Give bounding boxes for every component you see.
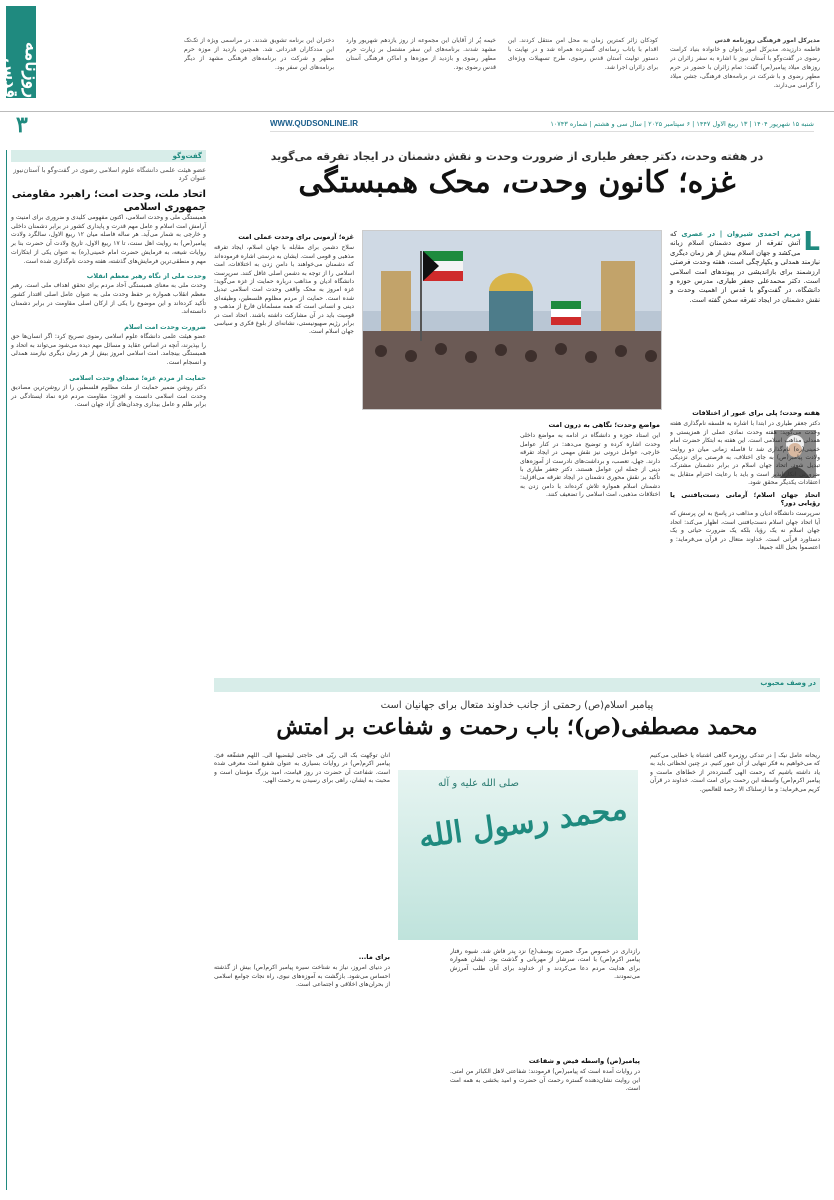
main-column-b bbox=[520, 418, 660, 678]
subhead-a: اتحاد جهان اسلام؛ آرمانی دست‌یافتنی یا رؤیایی دور؟ bbox=[670, 490, 820, 508]
top-column-1 bbox=[670, 36, 820, 100]
sidebar-kicker: عضو هیئت علمی دانشگاه علوم اسلامی رضوی در گفت‌وگو با آستان‌نیوز عنوان کرد bbox=[13, 166, 206, 182]
sidebar-body-2: وحدت ملی به معنای همبستگی آحاد مردم برای تحقق اهداف ملی است. رهبر معظم انقلاب همواره بر حفظ وحدت ملی به عنوان عامل اصلی اقتدار کشور تأکید کرده‌اند و این موضوع را یکی از ارکان اصلی مقاومت در برابر دشمنان دانسته‌اند. bbox=[11, 282, 206, 316]
lead-author: مریم احمدی شیروان | در عصری bbox=[681, 230, 801, 238]
top-column-2: کودکان زائر کمترین زمان به محل امن منتقل کردند. این اقدام با یاتاب رسانه‌ای گسترده همراه شد و در نهایت با دستور تولیت آستان قدس رضوی، طرح تسهیلات ویژه‌ای برای زائران اجرا شد. bbox=[508, 37, 658, 71]
dropcap: L bbox=[803, 227, 820, 257]
article2-column-1: ریحانه عامل نیک | در تندکی روزمره گاهی اشتباه یا خطایی می‌کنیم که می‌خواهیم به فکر تنهایی از آن عبور کنیم. در چنین لحظاتی باید به یاد داشته باشیم که رحمت الهی گسترده‌تر از خطاهای ماست و پیامبر اکرم(ص) واسطه این رحمت برای امت است. خداوند در قرآن کریم می‌فرماید: و ما ارسلناک الا رحمة للعالمین. bbox=[650, 752, 820, 793]
article2-kicker: پیامبر اسلام(ص) رحمتی از جانب خداوند متعال برای جهانیان است bbox=[380, 700, 654, 711]
main-column-c bbox=[214, 230, 354, 680]
sidebar-title: اتحاد ملت، وحدت امت؛ راهبرد مقاومتی جمهوری اسلامی bbox=[11, 189, 206, 213]
top-column-1-text: فاطمه دارزیده، مدیرکل امور بانوان و خانواده بنیاد کرامت رضوی در گفت‌وگو با آستان نیوز با اشاره به سفر زائران در روزهای میلاد پیامبر(ص) گفت: تمام زائران با حضور در حرم مطهر رضوی و با شرکت در برنامه‌های فرهنگی، جشن میلاد را گرامی می‌دارند. bbox=[670, 46, 820, 89]
main-article bbox=[214, 150, 820, 552]
logo-text: روزنامه قدس bbox=[0, 42, 42, 98]
top-column-3: خیمه پُر از آقایان این مجموعه از روز یازدهم شهریور وارد مشهد شدند. برنامه‌های این سفر مشتمل بر زیارت حرم مطهر رضوی و بازدید از موزه‌ها و اماکن فرهنگی آستان قدس رضوی بود. bbox=[346, 37, 496, 71]
sidebar-section-3: حمایت از مردم غزه؛ مصداق وحدت اسلامی bbox=[69, 373, 206, 382]
portrait-caption: هفته وحدت؛ پلی برای عبور از اختلافات bbox=[692, 409, 820, 417]
sidebar-interview bbox=[6, 150, 206, 1190]
main-kicker: در هفته وحدت، دکتر جعفر طیاری از ضرورت وحدت و نقش دشمنان در ایجاد تفرقه می‌گوید bbox=[270, 150, 764, 163]
sidebar-section-1: وحدت ملی از نگاه رهبر معظم انقلاب bbox=[86, 272, 206, 281]
calligraphy-image bbox=[398, 770, 638, 940]
article2-column-4-text: در دنیای امروز، نیاز به شناخت سیره پیامبر اکرم(ص) بیش از گذشته احساس می‌شود. بازگشت به آموزه‌های نبوی، راه نجات جوامع اسلامی از بحران‌های اخلاقی و اجتماعی است. bbox=[214, 964, 390, 989]
gaza-rally-photo bbox=[362, 230, 662, 410]
main-headline: غزه؛ کانون وحدت، محک همبستگی bbox=[298, 165, 736, 200]
section-tag: در وصف محبوب bbox=[760, 679, 816, 687]
article2-column-2: آنان توجّهت بک الی ربّی فی حاجتی لیقضیها الی. اللهم فشفّعه فیّ. پیامبر اکرم(ص) در روایات بسیاری به عنوان شفیع امت معرفی شده است. شفاعت آن حضرت در روز قیامت، امید بزرگ مؤمنان است و محبت به ایشان، راهی برای رسیدن به رحمت الهی. bbox=[214, 752, 390, 785]
article2-column-5-text: در روایات آمده است که پیامبر(ص) فرمودند: شفاعتی لاهل الکبائر من امتی. این روایت نشان‌دهنده گستره رحمت آن حضرت و امید بخشی به همه امت است. bbox=[450, 1068, 640, 1093]
article2-subhead-2: پیامبر(ص) واسطه فیض و شفاعت bbox=[528, 1057, 640, 1065]
sidebar-body-1: همبستگی ملی و وحدت اسلامی، اکنون مفهومی کلیدی و ضروری برای امنیت و آرامش امت اسلام و عامل مهم قدرت و پایداری کشور در برابر دشمنان داخلی و خارجی به شمار می‌آید. هر ساله فاصله میان ۱۲ ربیع الاول، سالگرد ولادت پیامبر(ص) به روایت اهل سنت، تا ۱۷ ربیع الاول، تاریخ ولادت آن حضرت بنا بر روایات شیعه، به فرمایش حضرت امام خمینی(ره) به عنوان یکی از ابتکارات مهم و منطقی‌ترین فرمایش‌های گذشته، هفته وحدت نام‌گذاری شده است. bbox=[11, 214, 206, 265]
article2-column-3: رازداری در خصوص مرگ حضرت یوسف(ع) نزد پدر فاش شد. شیوه رفتار پیامبر اکرم(ص) با امت، سرشار از مهربانی و گذشت بود. ایشان همواره برای هدایت مردم دعا می‌کردند و از خداوند برای آنان طلب آمرزش می‌نمودند. bbox=[450, 948, 640, 981]
top-column-4: دختران این برنامه تشویق شدند. در مراسمی ویژه از تک‌تک این مددکاران قدردانی شد. همچنین بازدید از موزه حرم مطهر و شرکت در برنامه‌های فرهنگی مشهد از دیگر برنامه‌های این سفر بود. bbox=[184, 37, 334, 71]
calligraphy-subtext: صلی الله علیه و آله bbox=[438, 778, 520, 789]
lead-text: که آتش تفرقه از سوی دشمنان اسلام زبانه می‌کشد و جهان اسلام بیش از هر زمان دیگری نیازمند همدلی و یکپارچگی است، هفته وحدت فرصتی ارزشمند برای بازاندیشی در پیوندهای امت اسلامی است. دکتر محمدعلی جعفر طیاری، مدرس حوزه و دانشگاه، در گفت‌وگو با قدس از اهمیت وحدت و نقش دشمنان در ایجاد تفرقه سخن گفته است. bbox=[670, 230, 820, 304]
article2-column-5 bbox=[450, 1054, 640, 1182]
main-column-c-text: سلاح دشمن برای مقابله با جهان اسلام، ایجاد تفرقه مذهبی و قومی است. ایشان به درستی اشاره فرموده‌اند که دشمنان می‌خواهند با دامن زدن به اختلافات، امت اسلامی را از توجه به دشمن اصلی غافل کنند. سرپرست دانشگاه ادیان و مذاهب درباره حمایت از غزه می‌گوید: غزه امروز به محک واقعی وحدت امت اسلامی تبدیل شده است. حمایت از مردم مظلوم فلسطین، وظیفه‌ای دینی و انسانی است که همه مسلمانان فارغ از مذهب و قومیت باید در آن مشارکت داشته باشند. اتحاد امت در برابر رژیم صهیونیستی، نشانه‌ای از بلوغ فکری و سیاسی جهان اسلام است. bbox=[214, 244, 354, 336]
sidebar-body-4: دکتر روشن ضمیر حمایت از ملت مظلوم فلسطین را از روشن‌ترین مصادیق وحدت امت اسلامی دانست و افزود: مقاومت مردم غزه نماد ایستادگی در برابر ظلم و عامل بیداری وجدان‌های آزاد جهان است. bbox=[11, 383, 206, 409]
sidebar-body-3: عضو هیئت علمی دانشگاه علوم اسلامی رضوی تصریح کرد: اگر انسان‌ها حق را بپذیرند، آنچه در اساس عقاید و مسائل مهم دیده می‌شود می‌تواند به اتحاد و همبستگی بینجامد. امت اسلامی امروز بیش از هر زمان دیگری نیازمند همدلی و انسجام است. bbox=[11, 333, 206, 367]
section-bar bbox=[214, 678, 820, 692]
main-column-a2-text: سرپرست دانشگاه ادیان و مذاهب در پاسخ به این پرسش که آیا اتحاد جهان اسلام دست‌یافتنی است، اظهار می‌کند: اتحاد جهان اسلام نه یک رؤیا، بلکه یک ضرورت حیاتی و یک دستاورد قرآنی است. خداوند متعال در قرآن می‌فرماید: و اعتصموا بحبل الله جمیعا. bbox=[670, 510, 820, 552]
top-column-1-title: مدیرکل امور فرهنگی روزنامه قدس bbox=[714, 37, 820, 44]
main-column-b-text: این استاد حوزه و دانشگاه در ادامه به مواضع داخلی وحدت اشاره کرده و توضیح می‌دهد: در کنار عوامل خارجی، عوامل درونی نیز نقش مهمی در ایجاد تفرقه دارند. جهل، تعصب، و برداشت‌های نادرست از آموزه‌های دینی از جمله این عوامل هستند. دکتر جعفر طیاری با تأکید بر نقش محوری دشمنان در ایجاد تفرقه می‌افزاید: دشمنان اسلام همواره تلاش کرده‌اند با دامن زدن به اختلافات مذهبی، امت اسلامی را تضعیف کنند. bbox=[520, 432, 660, 499]
article2-subhead-1: برای ما... bbox=[358, 953, 390, 961]
main-column-a-text: دکتر جعفر طیاری در ابتدا با اشاره به فلسفه نام‌گذاری هفته وحدت می‌گوید: هفته وحدت نمادی عملی از همزیستی و همدلی مذاهب اسلامی است. این هفته به ابتکار حضرت امام خمینی(ره) نام‌گذاری شد تا فاصله زمانی میان دو روایت ولادت پیامبر(ص) به جای اختلاف، به فرصتی برای نزدیکی تبدیل شود. اتحاد جهان اسلام در برابر دشمنان مشترک، ضرورتی انکارناپذیر است و باید با رعایت احترام متقابل به اعتقادات یکدیگر محقق شود. bbox=[670, 420, 820, 487]
masthead-logo bbox=[0, 6, 42, 98]
issue-info: شنبه ۱۵ شهریور ۱۴۰۴ | ۱۳ ربیع الاول ۱۴۴۷ | ۶ سپتامبر ۲۰۲۵ | سال سی و هشتم | شماره ۱۰۷۴۳ bbox=[550, 119, 814, 128]
rally-photo-illustration bbox=[362, 231, 661, 410]
page-number: ۳ bbox=[16, 112, 28, 138]
sidebar-tag: گفت‌وگو bbox=[11, 150, 206, 162]
subhead-c: غزه؛ آزمونی برای وحدت عملی امت bbox=[238, 233, 354, 241]
lead-paragraph bbox=[670, 227, 820, 305]
subhead-b: مواضع وحدت؛ نگاهی به درون امت bbox=[548, 421, 660, 429]
main-column-a bbox=[670, 406, 820, 676]
sidebar-section-2: ضرورت وحدت امت اسلام bbox=[124, 323, 206, 332]
article2-headline: محمد مصطفی(ص)؛ باب رحمت و شفاعت بر امتش bbox=[276, 714, 758, 740]
top-news-strip bbox=[0, 0, 834, 112]
calligraphy-text: محمد رسول الله bbox=[416, 791, 630, 856]
article2-column-4 bbox=[214, 950, 390, 1182]
site-url[interactable]: WWW.QUDSONLINE.IR bbox=[270, 119, 358, 128]
dateline bbox=[270, 116, 814, 132]
